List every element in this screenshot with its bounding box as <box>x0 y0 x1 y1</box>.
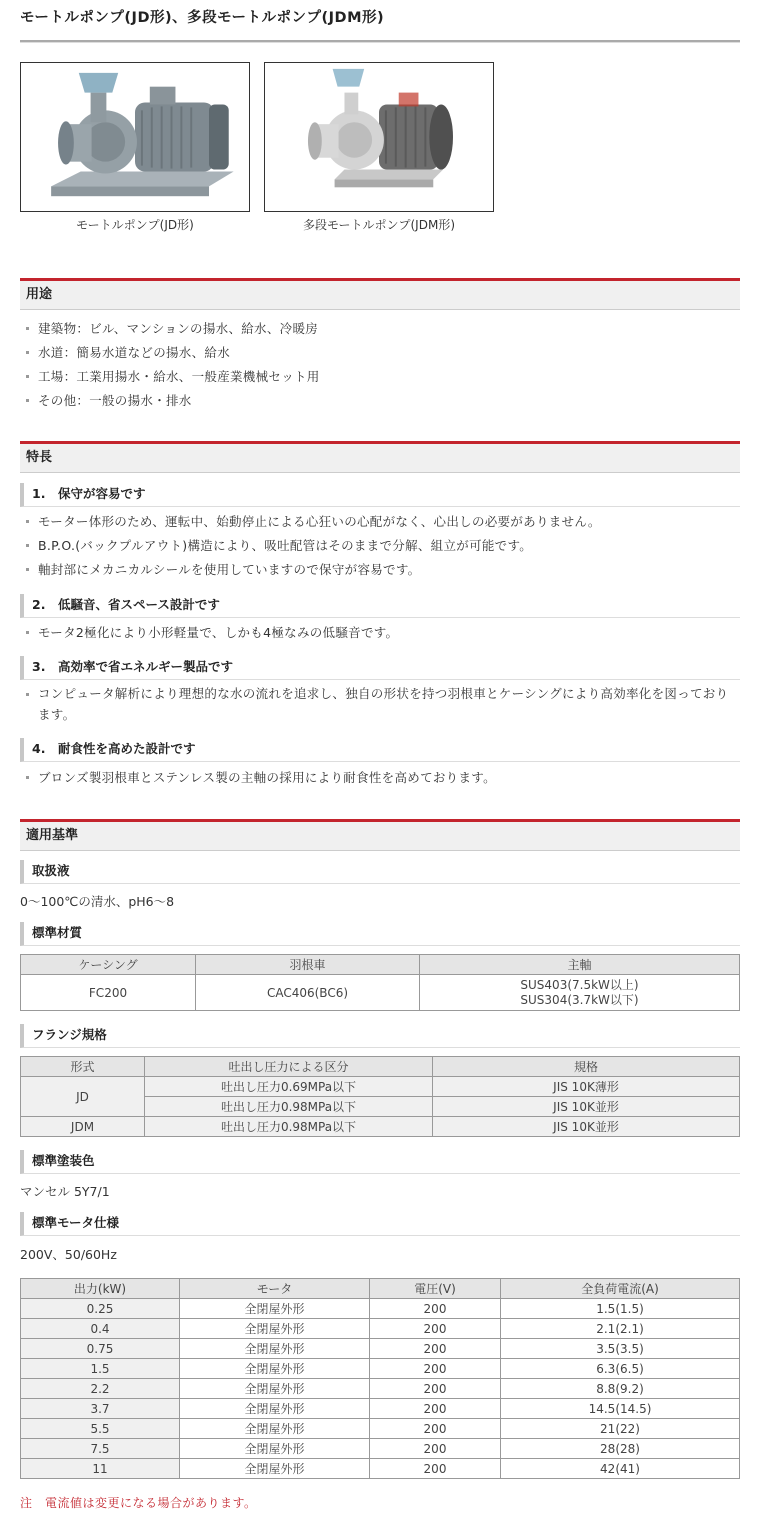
table-header-row <box>21 1279 740 1299</box>
table-cell: 200 <box>370 1339 501 1359</box>
table-row <box>21 1299 740 1319</box>
table-cell: 200 <box>370 1299 501 1319</box>
table-cell: 200 <box>370 1319 501 1339</box>
table-row <box>21 1379 740 1399</box>
table-cell: JD <box>21 1077 145 1117</box>
table-cell: 1.5 <box>21 1359 180 1379</box>
table-cell: 0.75 <box>21 1339 180 1359</box>
shaft-line: SUS304(3.7kW以下) <box>520 992 639 1007</box>
feature-4-heading: 4. 耐食性を高めた設計です <box>20 738 740 762</box>
table-cell: 2.2 <box>21 1379 180 1399</box>
table-header-row <box>21 1057 740 1077</box>
column-header: 規格 <box>433 1057 740 1077</box>
list-item: 工場：工業用揚水・給水、一般産業機械セット用 <box>20 365 740 389</box>
photo-caption-jdm: 多段モートルポンプ(JDM形) <box>302 218 456 232</box>
table-cell: JDM <box>21 1117 145 1137</box>
table-cell: 200 <box>370 1399 501 1419</box>
photo-caption-jd: モートルポンプ(JD形) <box>76 218 194 232</box>
motor-table-body <box>21 1299 740 1479</box>
paint-text: マンセル 5Y7/1 <box>20 1184 110 1199</box>
table-cell: 200 <box>370 1379 501 1399</box>
table-cell: 吐出し圧力0.98MPa以下 <box>145 1097 433 1117</box>
product-photos <box>20 62 740 242</box>
list-item: その他：一般の揚水・排水 <box>20 389 740 413</box>
table-cell: 7.5 <box>21 1439 180 1459</box>
column-header: 吐出し圧力による区分 <box>145 1057 433 1077</box>
materials-heading: 標準材質 <box>20 922 740 946</box>
motor-table <box>20 1278 740 1479</box>
page-title: モートルポンプ(JD形)、多段モートルポンプ(JDM形) <box>20 10 385 26</box>
usage-list <box>20 317 740 413</box>
liquid-heading: 取扱液 <box>20 860 740 884</box>
table-row <box>21 1117 740 1137</box>
table-cell: 14.5(14.5) <box>501 1399 740 1419</box>
table-cell: 21(22) <box>501 1419 740 1439</box>
table-cell: 全閉屋外形 <box>180 1379 370 1399</box>
table-cell: JIS 10K薄形 <box>433 1077 740 1097</box>
pump-jd-illustration <box>21 63 249 211</box>
table-cell: 全閉屋外形 <box>180 1419 370 1439</box>
column-header: モータ <box>180 1279 370 1299</box>
table-cell: 吐出し圧力0.69MPa以下 <box>145 1077 433 1097</box>
motor-heading: 標準モータ仕様 <box>20 1212 740 1236</box>
table-cell: 全閉屋外形 <box>180 1299 370 1319</box>
list-item: 建築物：ビル、マンションの揚水、給水、冷暖房 <box>20 317 740 341</box>
feature-1-list <box>20 510 740 582</box>
table-cell: 200 <box>370 1419 501 1439</box>
table-cell: JIS 10K並形 <box>433 1097 740 1117</box>
table-row <box>21 1419 740 1439</box>
table-cell: 0.25 <box>21 1299 180 1319</box>
feature-3-list <box>20 683 740 725</box>
column-header: 全負荷電流(A) <box>501 1279 740 1299</box>
table-cell: 2.1(2.1) <box>501 1319 740 1339</box>
table-cell: 8.8(9.2) <box>501 1379 740 1399</box>
table-cell <box>420 975 740 1011</box>
table-row <box>21 1319 740 1339</box>
pump-image-jdm <box>264 62 494 212</box>
table-cell: 全閉屋外形 <box>180 1339 370 1359</box>
pump-image-jd <box>20 62 250 212</box>
table-cell: 1.5(1.5) <box>501 1299 740 1319</box>
liquid-text: 0～100℃の清水、pH6～8 <box>20 894 175 909</box>
table-cell: 0.4 <box>21 1319 180 1339</box>
table-cell: 200 <box>370 1359 501 1379</box>
feature-4-list <box>20 766 740 790</box>
pump-jdm-illustration <box>265 63 493 211</box>
table-cell: 全閉屋外形 <box>180 1399 370 1419</box>
table-cell: 全閉屋外形 <box>180 1319 370 1339</box>
table-row <box>21 1359 740 1379</box>
table-cell: 全閉屋外形 <box>180 1459 370 1479</box>
table-row <box>21 1339 740 1359</box>
feature-1-heading: 1. 保守が容易です <box>20 483 740 507</box>
table-cell: 全閉屋外形 <box>180 1439 370 1459</box>
table-cell: 5.5 <box>21 1419 180 1439</box>
shaft-line: SUS403(7.5kW以上) <box>520 977 639 992</box>
table-cell: 200 <box>370 1459 501 1479</box>
feature-2-heading: 2. 低騒音、省スペース設計です <box>20 594 740 618</box>
section-standards-heading: 適用基準 <box>20 819 740 851</box>
list-item: モータ2極化により小形軽量で、しかも4極なみの低騒音です。 <box>20 621 740 645</box>
flange-heading: フランジ規格 <box>20 1024 740 1048</box>
table-row <box>21 1459 740 1479</box>
photo-jd[interactable] <box>20 62 250 233</box>
list-item: モーター体形のため、運転中、始動停止による心狂いの心配がなく、心出しの必要がありません。 <box>20 510 740 534</box>
table-row <box>21 1077 740 1097</box>
motor-text: 200V、50/60Hz <box>20 1247 117 1262</box>
list-item: コンピュータ解析により理想的な水の流れを追求し、独自の形状を持つ羽根車とケーシングにより高効率化を図っております。 <box>20 683 740 725</box>
table-cell: 3.5(3.5) <box>501 1339 740 1359</box>
table-cell: 6.3(6.5) <box>501 1359 740 1379</box>
list-item: 軸封部にメカニカルシールを使用していますので保守が容易です。 <box>20 558 740 582</box>
table-cell: 3.7 <box>21 1399 180 1419</box>
column-header: ケーシング <box>21 955 196 975</box>
feature-3-heading: 3. 高効率で省エネルギー製品です <box>20 656 740 680</box>
table-cell: JIS 10K並形 <box>433 1117 740 1137</box>
table-row <box>21 975 740 1011</box>
section-usage-heading: 用途 <box>20 278 740 310</box>
column-header: 形式 <box>21 1057 145 1077</box>
photo-jdm[interactable] <box>264 62 494 233</box>
feature-2-list <box>20 621 740 645</box>
table-cell: 42(41) <box>501 1459 740 1479</box>
list-item: 水道：簡易水道などの揚水、給水 <box>20 341 740 365</box>
list-item: ブロンズ製羽根車とステンレス製の主軸の採用により耐食性を高めております。 <box>20 766 740 790</box>
table-header-row <box>21 955 740 975</box>
table-row <box>21 1439 740 1459</box>
table-cell: 全閉屋外形 <box>180 1359 370 1379</box>
table-cell: 吐出し圧力0.98MPa以下 <box>145 1117 433 1137</box>
list-item: B.P.O.(バックプルアウト)構造により、吸吐配管はそのままで分解、組立が可能です。 <box>20 534 740 558</box>
flange-table <box>20 1056 740 1137</box>
table-cell: CAC406(BC6) <box>196 975 420 1011</box>
title-divider <box>20 40 740 43</box>
table-row <box>21 1399 740 1419</box>
column-header: 主軸 <box>420 955 740 975</box>
footnote: 注 電流値は変更になる場合があります。 <box>20 1496 257 1510</box>
column-header: 出力(kW) <box>21 1279 180 1299</box>
table-cell: 28(28) <box>501 1439 740 1459</box>
table-cell: 200 <box>370 1439 501 1459</box>
paint-heading: 標準塗装色 <box>20 1150 740 1174</box>
table-cell: 11 <box>21 1459 180 1479</box>
column-header: 電圧(V) <box>370 1279 501 1299</box>
table-cell: FC200 <box>21 975 196 1011</box>
column-header: 羽根車 <box>196 955 420 975</box>
section-features-heading: 特長 <box>20 441 740 473</box>
materials-table <box>20 954 740 1011</box>
